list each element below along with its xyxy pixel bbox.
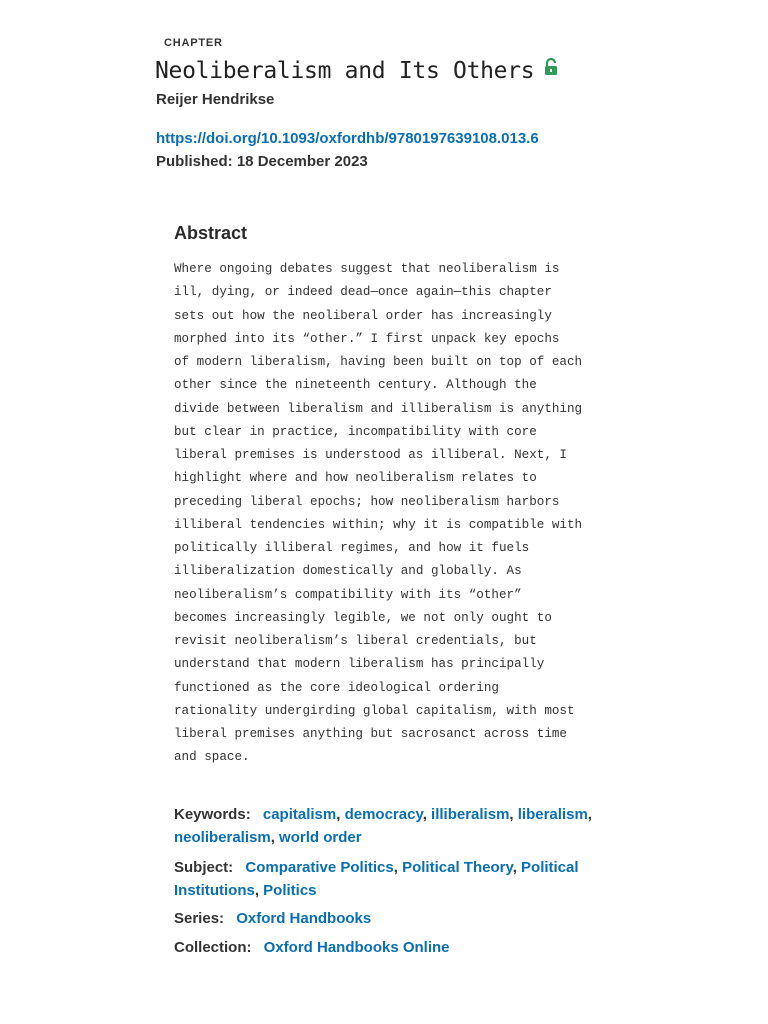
abstract-line: sets out how the neoliberal order has increasingly bbox=[174, 308, 552, 323]
abstract-line: revisit neoliberalism’s liberal credentials, but bbox=[174, 634, 537, 648]
abstract-line: morphed into its “other.” I first unpack key epochs bbox=[174, 331, 560, 346]
abstract-line: Where ongoing debates suggest that neoliberalism is bbox=[174, 262, 560, 276]
subject-list bbox=[174, 859, 579, 899]
abstract-line: divide between liberalism and illiberalism is anything bbox=[174, 401, 583, 416]
series-label: Series: bbox=[174, 910, 225, 927]
keyword-link[interactable]: world order bbox=[279, 829, 362, 846]
abstract-line: illiberalization domestically and globally. As bbox=[174, 564, 522, 579]
abstract-line: preceding liberal epochs; how neoliberalism harbors bbox=[174, 494, 560, 509]
abstract-line: liberal premises is understood as illiberal. Next, I bbox=[174, 448, 567, 462]
abstract-line: other since the nineteenth century. Although the bbox=[174, 378, 537, 393]
abstract-line: highlight where and how neoliberalism relates to bbox=[174, 471, 537, 486]
abstract-line: rationality undergirding global capitalism, with most bbox=[174, 703, 575, 718]
abstract-line: and space. bbox=[174, 750, 250, 765]
subject-link[interactable]: Comparative Politics bbox=[245, 859, 394, 876]
keyword-link[interactable]: capitalism bbox=[262, 806, 337, 823]
abstract-line: illiberal tendencies within; why it is compatible with bbox=[174, 517, 583, 532]
content-type-label: CHAPTER bbox=[164, 37, 223, 49]
list-separator: , bbox=[509, 806, 514, 823]
subject-link[interactable]: Politics bbox=[263, 882, 317, 899]
abstract-heading: Abstract bbox=[174, 223, 248, 243]
collection-link[interactable]: Oxford Handbooks Online bbox=[263, 939, 450, 956]
list-separator: , bbox=[512, 859, 517, 876]
keyword-link[interactable]: illiberalism bbox=[431, 806, 510, 823]
abstract-line: neoliberalism’s compatibility with its “other” bbox=[174, 587, 522, 602]
abstract-line: becomes increasingly legible, we not only ought to bbox=[174, 610, 552, 625]
chapter-title bbox=[155, 58, 558, 85]
unlocked-padlock-icon bbox=[544, 56, 558, 82]
list-separator: , bbox=[587, 806, 592, 823]
series-link[interactable]: Oxford Handbooks bbox=[236, 910, 372, 927]
list-separator: , bbox=[254, 882, 259, 899]
abstract-line: understand that modern liberalism has principally bbox=[174, 657, 545, 672]
subject-row bbox=[174, 856, 594, 902]
abstract-line: liberal premises anything but sacrosanct across time bbox=[174, 727, 567, 741]
list-separator: , bbox=[422, 806, 427, 823]
published-date: Published: 18 December 2023 bbox=[156, 153, 368, 170]
subject-label: Subject: bbox=[174, 859, 234, 876]
chapter-title-text: Neoliberalism and Its Others bbox=[155, 58, 535, 84]
keyword-link[interactable]: democracy bbox=[344, 806, 423, 823]
abstract-line: but clear in practice, incompatibility with core bbox=[174, 424, 537, 439]
collection-label: Collection: bbox=[174, 939, 252, 956]
list-separator: , bbox=[270, 829, 275, 846]
subject-link[interactable]: Political Institutions bbox=[174, 859, 579, 899]
abstract-line: functioned as the core ideological ordering bbox=[174, 680, 499, 695]
abstract-line: of modern liberalism, having been built on top of each bbox=[174, 355, 583, 369]
keyword-link[interactable]: neoliberalism bbox=[174, 829, 271, 846]
abstract-text bbox=[174, 258, 604, 770]
abstract-line: ill, dying, or indeed dead—once again—this chapter bbox=[174, 285, 552, 300]
author-name[interactable]: Reijer Hendrikse bbox=[156, 91, 275, 108]
collection-row bbox=[174, 936, 594, 959]
series-row bbox=[174, 907, 594, 930]
keyword-link[interactable]: liberalism bbox=[517, 806, 588, 823]
keywords-row bbox=[174, 803, 594, 849]
list-separator: , bbox=[336, 806, 341, 823]
subject-link[interactable]: Political Theory bbox=[402, 859, 513, 876]
doi-link[interactable]: https://doi.org/10.1093/oxfordhb/9780197639108.013.6 bbox=[156, 130, 539, 147]
keywords-label: Keywords: bbox=[174, 806, 251, 823]
abstract-line: politically illiberal regimes, and how it fuels bbox=[174, 541, 530, 555]
list-separator: , bbox=[393, 859, 398, 876]
